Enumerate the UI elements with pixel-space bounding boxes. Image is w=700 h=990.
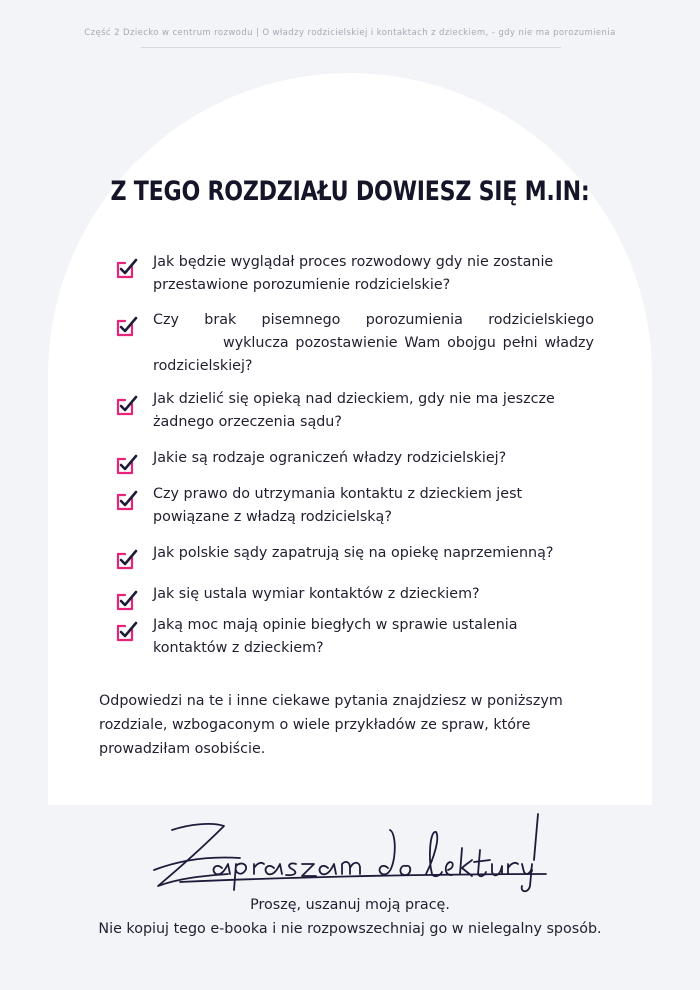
list-item bbox=[112, 614, 594, 660]
checkbox-checked-icon bbox=[115, 395, 139, 417]
question-text-continuation: wyklucza pozostawienie Wam obojgu pełni władzy rodzicielskiej? bbox=[153, 335, 594, 374]
question-text: Jaką moc mają opinie biegłych w sprawie ustalenia kontaktów z dzieckiem? bbox=[153, 617, 518, 656]
list-item bbox=[112, 309, 594, 378]
checkbox-checked-icon bbox=[115, 621, 139, 643]
chapter-heading: Z TEGO ROZDZIAŁU DOWIESZ SIĘ M.IN: bbox=[110, 176, 590, 207]
question-list bbox=[112, 251, 594, 660]
checkbox-checked-icon bbox=[115, 316, 139, 338]
checkbox-checked-icon bbox=[115, 590, 139, 612]
list-item bbox=[112, 447, 594, 470]
checkbox-checked-icon bbox=[115, 454, 139, 476]
list-item bbox=[112, 388, 594, 434]
notice-line-2: Nie kopiuj tego e-booka i nie rozpowszechniaj go w nielegalny sposób. bbox=[98, 921, 602, 937]
handwritten-signature bbox=[150, 808, 550, 898]
list-item bbox=[112, 251, 594, 297]
question-text: Czy prawo do utrzymania kontaktu z dzieckiem jest powiązane z władzą rodzicielską? bbox=[153, 486, 523, 525]
question-text: Jakie są rodzaje ograniczeń władzy rodzicielskiej? bbox=[153, 450, 507, 466]
list-item bbox=[112, 583, 594, 606]
checkbox-checked-icon bbox=[115, 258, 139, 280]
running-header: Część 2 Dziecko w centrum rozwodu | O władzy rodzicielskiej i kontaktach z dzieckiem, - gdy nie ma porozumienia bbox=[84, 28, 616, 38]
notice-line-1: Proszę, uszanuj moją pracę. bbox=[250, 897, 450, 913]
question-text: Jak będzie wyglądał proces rozwodowy gdy nie zostanie przestawione porozumienie rodzicielskie? bbox=[153, 254, 554, 293]
checkbox-checked-icon bbox=[115, 549, 139, 571]
list-item bbox=[112, 483, 594, 529]
question-text: Czy brak pisemnego porozumienia rodzicielskiego bbox=[153, 312, 594, 328]
list-item bbox=[112, 542, 594, 565]
closing-paragraph: Odpowiedzi na te i inne ciekawe pytania znajdziesz w poniższym rozdziale, wzbogaconym o wiele przykładów ze spraw, które prowadziłam osobiście. bbox=[99, 693, 563, 757]
question-text: Jak się ustala wymiar kontaktów z dzieckiem? bbox=[153, 586, 480, 602]
header-divider bbox=[141, 47, 561, 48]
question-text: Jak dzielić się opieką nad dzieckiem, gdy nie ma jeszcze żadnego orzeczenia sądu? bbox=[153, 391, 555, 430]
copyright-notice bbox=[0, 893, 700, 941]
checkbox-checked-icon bbox=[115, 490, 139, 512]
question-text: Jak polskie sądy zapatrują się na opiekę naprzemienną? bbox=[153, 545, 554, 561]
